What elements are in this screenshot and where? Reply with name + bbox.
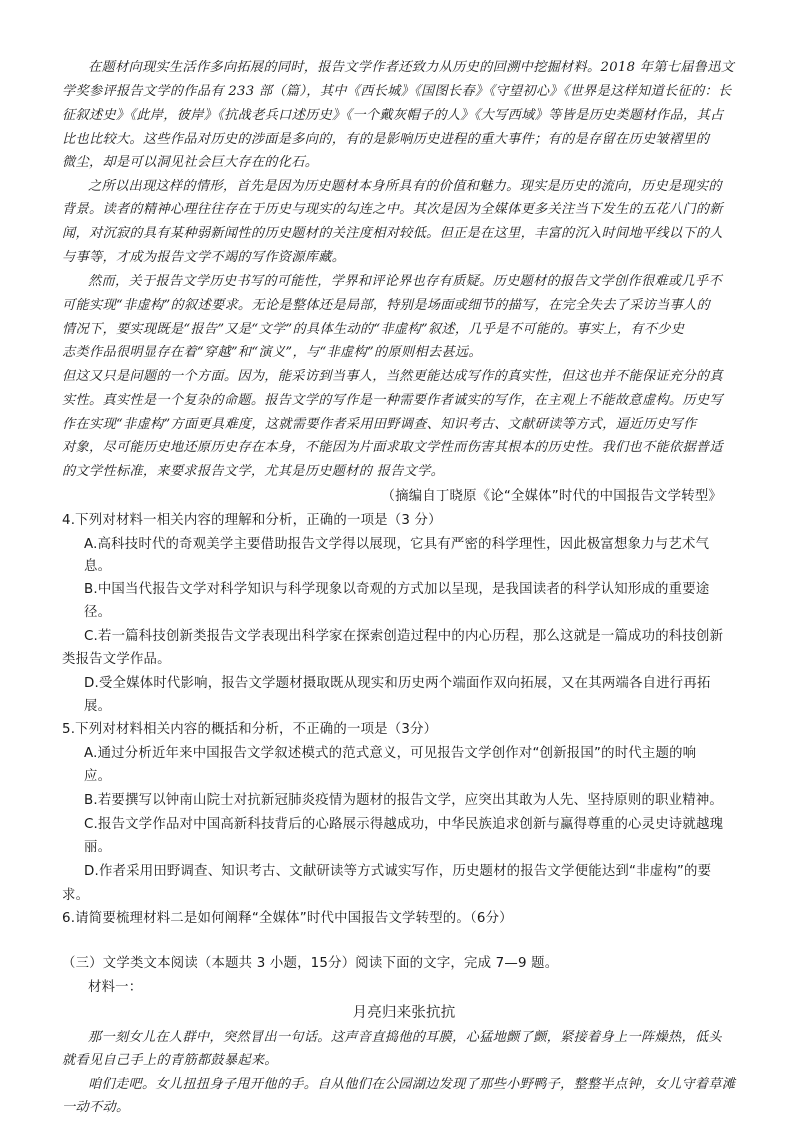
text-line: 情况下，要实现既是“报告”又是“文学”的具体生动的“非虚构”叙述，几乎是不可能的。事实上，有不少史	[62, 322, 685, 337]
text-line: 的文学性标准，来要求报告文学，尤其是历史题材的 报告文学。	[62, 464, 445, 479]
text-line: 一动不动。	[62, 1100, 130, 1115]
option-b-cont: 径。	[84, 605, 112, 620]
text-line: 作在实现“非虚构”方面更具难度，这就需要作者采用田野调查、知识考古、文献研读等方式，逼近历史写作	[62, 417, 697, 432]
text-line: 实性。真实性是一个复杂的命题。报告文学的写作是一种需要作者诚实的写作，在主观上不能故意虚构。历史写	[62, 393, 723, 408]
option-b[interactable]: B.若要撰写以钟南山院士对抗新冠肺炎疫情为题材的报告文学，应突出其敢为人先、坚持原则的职业精神。	[84, 793, 724, 808]
option-a[interactable]: A.通过分析近年来中国报告文学叙述模式的范式意义，可见报告文学创作对“创新报国”的时代主题的响	[84, 746, 697, 761]
text-line: 但这又只是问题的一个方面。因为，能采访到当事人，当然更能达成写作的真实性，但这也并不能保证充分的真	[62, 369, 723, 384]
text-line: 志类作品很明显存在着“穿越”和“演义”，与“非虚构”的原则相去甚远。	[62, 345, 482, 360]
text-line: 微尘，却是可以洞见社会巨大存在的化石。	[62, 155, 319, 170]
material-label: 材料一：	[88, 980, 143, 995]
question-stem: 5.下列对材料相关内容的概括和分析，不正确的一项是（3分）	[62, 722, 438, 737]
option-a-cont: 息。	[84, 559, 112, 574]
question-stem: 4.下列对材料一相关内容的理解和分析，正确的一项是（3 分）	[62, 513, 442, 528]
story-title: 月亮归来张抗抗	[352, 1005, 456, 1021]
question-6-stem: 6.请简要梳理材料二是如何阐释“全媒体”时代中国报告文学转型的。（6分）	[62, 911, 513, 926]
text-line: 对象，尽可能历史地还原历史存在本身，不能因为片面求取文学性而伤害其根本的历史性。我们也不能依据普适	[62, 440, 723, 455]
text-line: 咱们走吧。女儿扭扭身子甩开他的手。自从他们在公园湖边发现了那些小野鸭子，整整半点钟，女儿守着草滩	[88, 1077, 736, 1092]
text-line: 背景。读者的精神心理往往存在于历史与现实的勾连之中。其次是因为全媒体更多关注当下发生的五花八门的新	[62, 202, 723, 217]
option-c-cont: 丽。	[84, 840, 112, 855]
option-d[interactable]: D.作者采用田野调查、知识考古、文献研读等方式诚实写作，历史题材的报告文学便能达到“非虚构”的要	[84, 864, 712, 879]
option-c-cont: 类报告文学作品。	[62, 652, 171, 667]
section-heading: （三）文学类文本阅读（本题共 3 小题，15分）阅读下面的文字，完成 7—9 题。	[62, 956, 559, 971]
option-d-cont: 展。	[84, 699, 112, 714]
option-c[interactable]: C.报告文学作品对中国高新科技背后的心路展示得越成功，中华民族追求创新与赢得尊重的心灵史诗就越瑰	[84, 817, 724, 832]
text-line: 征叙述史》《此岸，彼岸》《抗战老兵口述历史》《一个戴灰帽子的人》《大写西域》等皆是历史类题材作品，其占	[62, 108, 724, 123]
option-d[interactable]: D.受全媒体时代影响，报告文学题材摄取既从现实和历史两个端面作双向拓展，又在其两端各自进行再拓	[84, 676, 711, 691]
text-line: 就看见自己手上的青筋都鼓暴起来。	[62, 1053, 278, 1068]
text-line: 比也比较大。这些作品对历史的涉面是多向的，有的是影响历史进程的重大事件；有的是存留在历史皱褶里的	[62, 132, 710, 147]
text-line: 然而，关于报告文学历史书写的可能性，学界和评论界也存有质疑。历史题材的报告文学创作很难或几乎不	[88, 274, 722, 289]
option-a-cont: 应。	[84, 769, 112, 784]
option-d-cont: 求。	[62, 888, 90, 903]
text-line: 可能实现“非虚构”的叙述要求。无论是整体还是局部，特别是场面或细节的描写，在完全失去了采访当事人的	[62, 298, 710, 313]
source-citation: （摘编自丁晓原《论“全媒体”时代的中国报告文学转型》	[381, 489, 722, 504]
text-line: 那一刻女儿在人群中，突然冒出一句话。这声音直捣他的耳膜，心猛地颤了颤，紧接着身上一阵燥热，低头	[88, 1030, 722, 1045]
text-line: 与事等，才成为报告文学不竭的写作资源库藏。	[62, 250, 346, 265]
text-line: 闻，对沉寂的具有某种弱新闻性的历史题材的关注度相对较低。但正是在这里，丰富的沉入时间地平线以下的人	[62, 226, 723, 241]
option-c[interactable]: C.若一篇科技创新类报告文学表现出科学家在探索创造过程中的内心历程，那么这就是一篇成功的科技创新	[84, 629, 724, 644]
text-line: 之所以出现这样的情形，首先是因为历史题材本身所具有的价值和魅力。现实是历史的流向，历史是现实的	[88, 179, 722, 194]
option-a[interactable]: A.高科技时代的奇观美学主要借助报告文学得以展现，它具有严密的科学理性，因此极富想象力与艺术气	[84, 537, 710, 552]
text-line: 学奖参评报告文学的作品有 233 部（篇），其中《西长城》《国图长春》《守望初心》《世界是这样知道长征的：长	[62, 84, 732, 99]
text-line: 在题材向现实生活作多向拓展的同时，报告文学作者还致力从历史的回溯中挖掘材料。2018 年第七届鲁迅文	[88, 60, 735, 75]
option-b[interactable]: B.中国当代报告文学对科学知识与科学现象以奇观的方式加以呈现，是我国读者的科学认知形成的重要途	[84, 582, 710, 597]
